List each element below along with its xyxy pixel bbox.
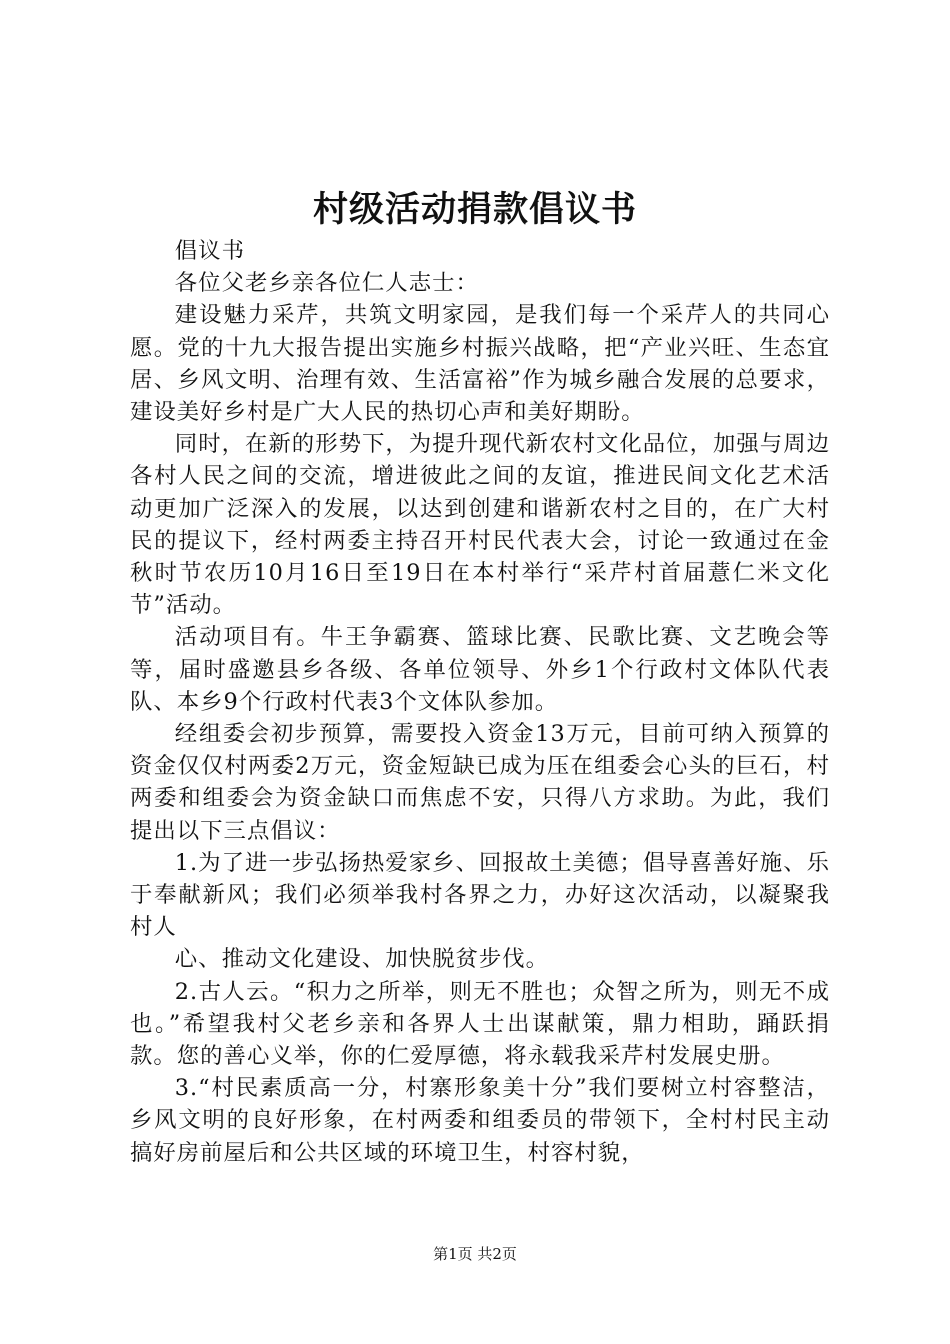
proposal-item-3: 3.“村民素质高一分，村寨形象美十分”我们要树立村容整洁，乡风文明的良好形象，在村两委和组委员的带领下，全村村民主动搞好房前屋后和公共区域的环境卫生，村容村貌，: [130, 1075, 830, 1166]
page-number-footer: 第1页 共2页: [433, 1245, 517, 1263]
proposal-item-2: 2.古人云。“积力之所举，则无不胜也；众智之所为，则无不成也。”希望我村父老乡亲和各界人士出谋献策，鼎力相助，踊跃捐款。您的善心义举，你的仁爱厚德，将永载我采芹村发展史册。: [130, 978, 830, 1070]
document-title: 村级活动捐款倡议书: [312, 189, 637, 230]
paragraph: 活动项目有。牛王争霸赛、篮球比赛、民歌比赛、文艺晚会等等，届时盛邀县乡各级、各单位领导、外乡1个行政村文体队代表队、本乡9个行政村代表3个文体队参加。: [130, 624, 830, 715]
paragraph: 经组委会初步预算，需要投入资金13万元，目前可纳入预算的资金仅仅村两委2万元，资金短缺已成为压在组委会心头的巨石，村两委和组委会为资金缺口而焦虑不安，只得八方求助。为此，我们提出以下三点倡议：: [130, 721, 830, 844]
document-body: [130, 235, 830, 1169]
paragraph-heading: 倡议书: [174, 238, 245, 264]
paragraph: 同时，在新的形势下，为提升现代新农村文化品位，加强与周边各村人民之间的交流，增进彼此之间的友谊，推进民间文化艺术活动更加广泛深入的发展，以达到创建和谐新农村之目的，在广大村民的提议下，经村两委主持召开村民代表大会，讨论一致通过在金秋时节农历10月16日至19日在本村举行“采芹村首届薏仁米文化节”活动。: [130, 431, 830, 619]
paragraph: 建设魅力采芹，共筑文明家园，是我们每一个采芹人的共同心愿。党的十九大报告提出实施乡村振兴战略，把“产业兴旺、生态宜居、乡风文明、治理有效、生活富裕”作为城乡融合发展的总要求，建设美好乡村是广大人民的热切心声和美好期盼。: [130, 302, 830, 426]
proposal-item-1-continued: 心、推动文化建设、加快脱贫步伐。: [174, 946, 550, 973]
paragraph-salutation: 各位父老乡亲各位仁人志士：: [174, 270, 479, 297]
proposal-item-1: 1.为了进一步弘扬热爱家乡、回报故土美德；倡导喜善好施、乐于奉献新风；我们必须举我村各界之力，办好这次活动，以凝聚我村人: [130, 849, 830, 941]
